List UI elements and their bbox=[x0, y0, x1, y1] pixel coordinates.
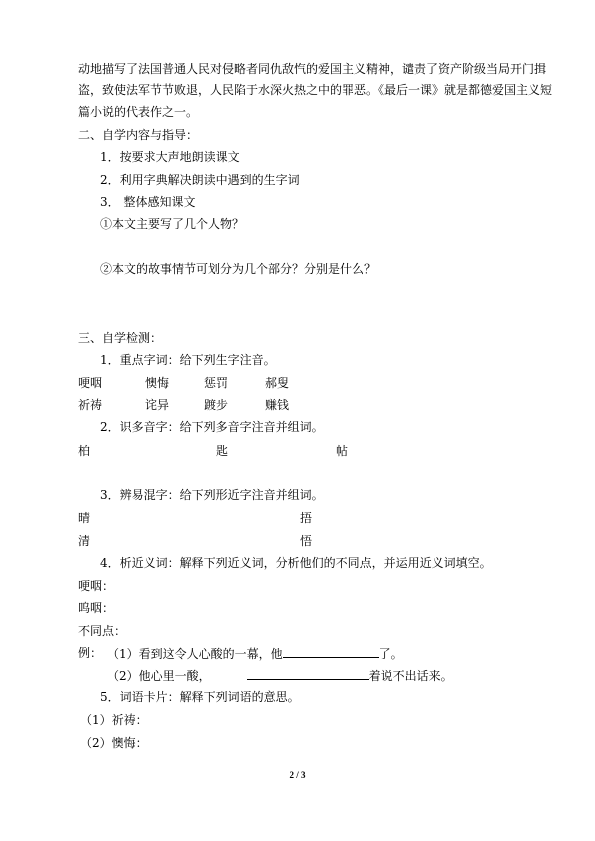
intro-line-1: 动地描写了法国普通人民对侵略者同仇敌忾的爱国主义精神，谴责了资产阶级当局开门揖 bbox=[78, 62, 547, 76]
section2-item-1: 1．按要求大声地朗读课文 bbox=[100, 150, 240, 164]
section3-item-5: 5．词语卡片：解释下列词语的意思。 bbox=[100, 690, 300, 704]
section3-heading: 三、自学检测： bbox=[78, 331, 163, 345]
word-cell: 诧异 bbox=[145, 398, 170, 412]
similar-char: 晴 bbox=[78, 511, 91, 525]
page-number: 2 / 3 bbox=[289, 770, 306, 780]
example-2 bbox=[107, 667, 453, 684]
word-cell: 懊悔 bbox=[145, 376, 170, 390]
section3-item-3: 3．辨易混字：给下列形近字注音并组词。 bbox=[100, 488, 324, 502]
section2-item-2: 2．利用字典解决朗读中遇到的生字词 bbox=[100, 173, 300, 187]
word-card-1: （1）祈祷： bbox=[80, 713, 148, 727]
fill-blank-1[interactable] bbox=[283, 645, 379, 658]
similar-char: 捂 bbox=[300, 511, 313, 525]
intro-line-2: 盗，致使法军节节败退，人民陷于水深火热之中的罪恶。《最后一课》就是都德爱国主义短 bbox=[78, 83, 553, 97]
word-cell: 哽咽 bbox=[78, 376, 103, 390]
section3-item-1: 1．重点字词：给下列生字注音。 bbox=[100, 353, 276, 367]
intro-line-3: 篇小说的代表作之一。 bbox=[78, 105, 199, 119]
word-cell: 郝叟 bbox=[265, 376, 290, 390]
word-cell: 赚钱 bbox=[265, 398, 290, 412]
synonym-2: 呜咽： bbox=[78, 601, 115, 615]
polyphone-char: 匙 bbox=[216, 444, 229, 458]
example-1 bbox=[107, 645, 403, 662]
difference-label: 不同点： bbox=[78, 624, 127, 638]
example-2-prefix: （2）他心里一酸， bbox=[107, 669, 211, 683]
word-cell: 祈祷 bbox=[78, 398, 103, 412]
synonym-1: 哽咽： bbox=[78, 579, 115, 593]
example-1-prefix: （1）看到这令人心酸的一幕，他 bbox=[107, 647, 283, 661]
example-2-suffix: 着说不出话来。 bbox=[368, 669, 453, 683]
similar-char: 清 bbox=[78, 534, 91, 548]
example-label: 例： bbox=[78, 646, 103, 660]
section2-question-1: ①本文主要写了几个人物？ bbox=[100, 217, 245, 231]
example-1-suffix: 了。 bbox=[378, 647, 403, 661]
polyphone-char: 帖 bbox=[336, 444, 349, 458]
word-cell: 惩罚 bbox=[204, 376, 229, 390]
section2-item-3: 3． 整体感知课文 bbox=[100, 195, 196, 209]
section3-item-2: 2．识多音字：给下列多音字注音并组词。 bbox=[100, 420, 324, 434]
section2-question-2: ②本文的故事情节可划分为几个部分？分别是什么？ bbox=[100, 262, 377, 276]
fill-blank-2[interactable] bbox=[247, 667, 369, 680]
similar-char: 悟 bbox=[300, 534, 313, 548]
word-card-2: （2）懊悔： bbox=[80, 736, 148, 750]
section3-item-4: 4．析近义词：解释下列近义词，分析他们的不同点，并运用近义词填空。 bbox=[100, 556, 492, 570]
polyphone-char: 柏 bbox=[78, 444, 91, 458]
word-cell: 踱步 bbox=[204, 398, 229, 412]
section2-heading: 二、自学内容与指导： bbox=[78, 128, 199, 142]
